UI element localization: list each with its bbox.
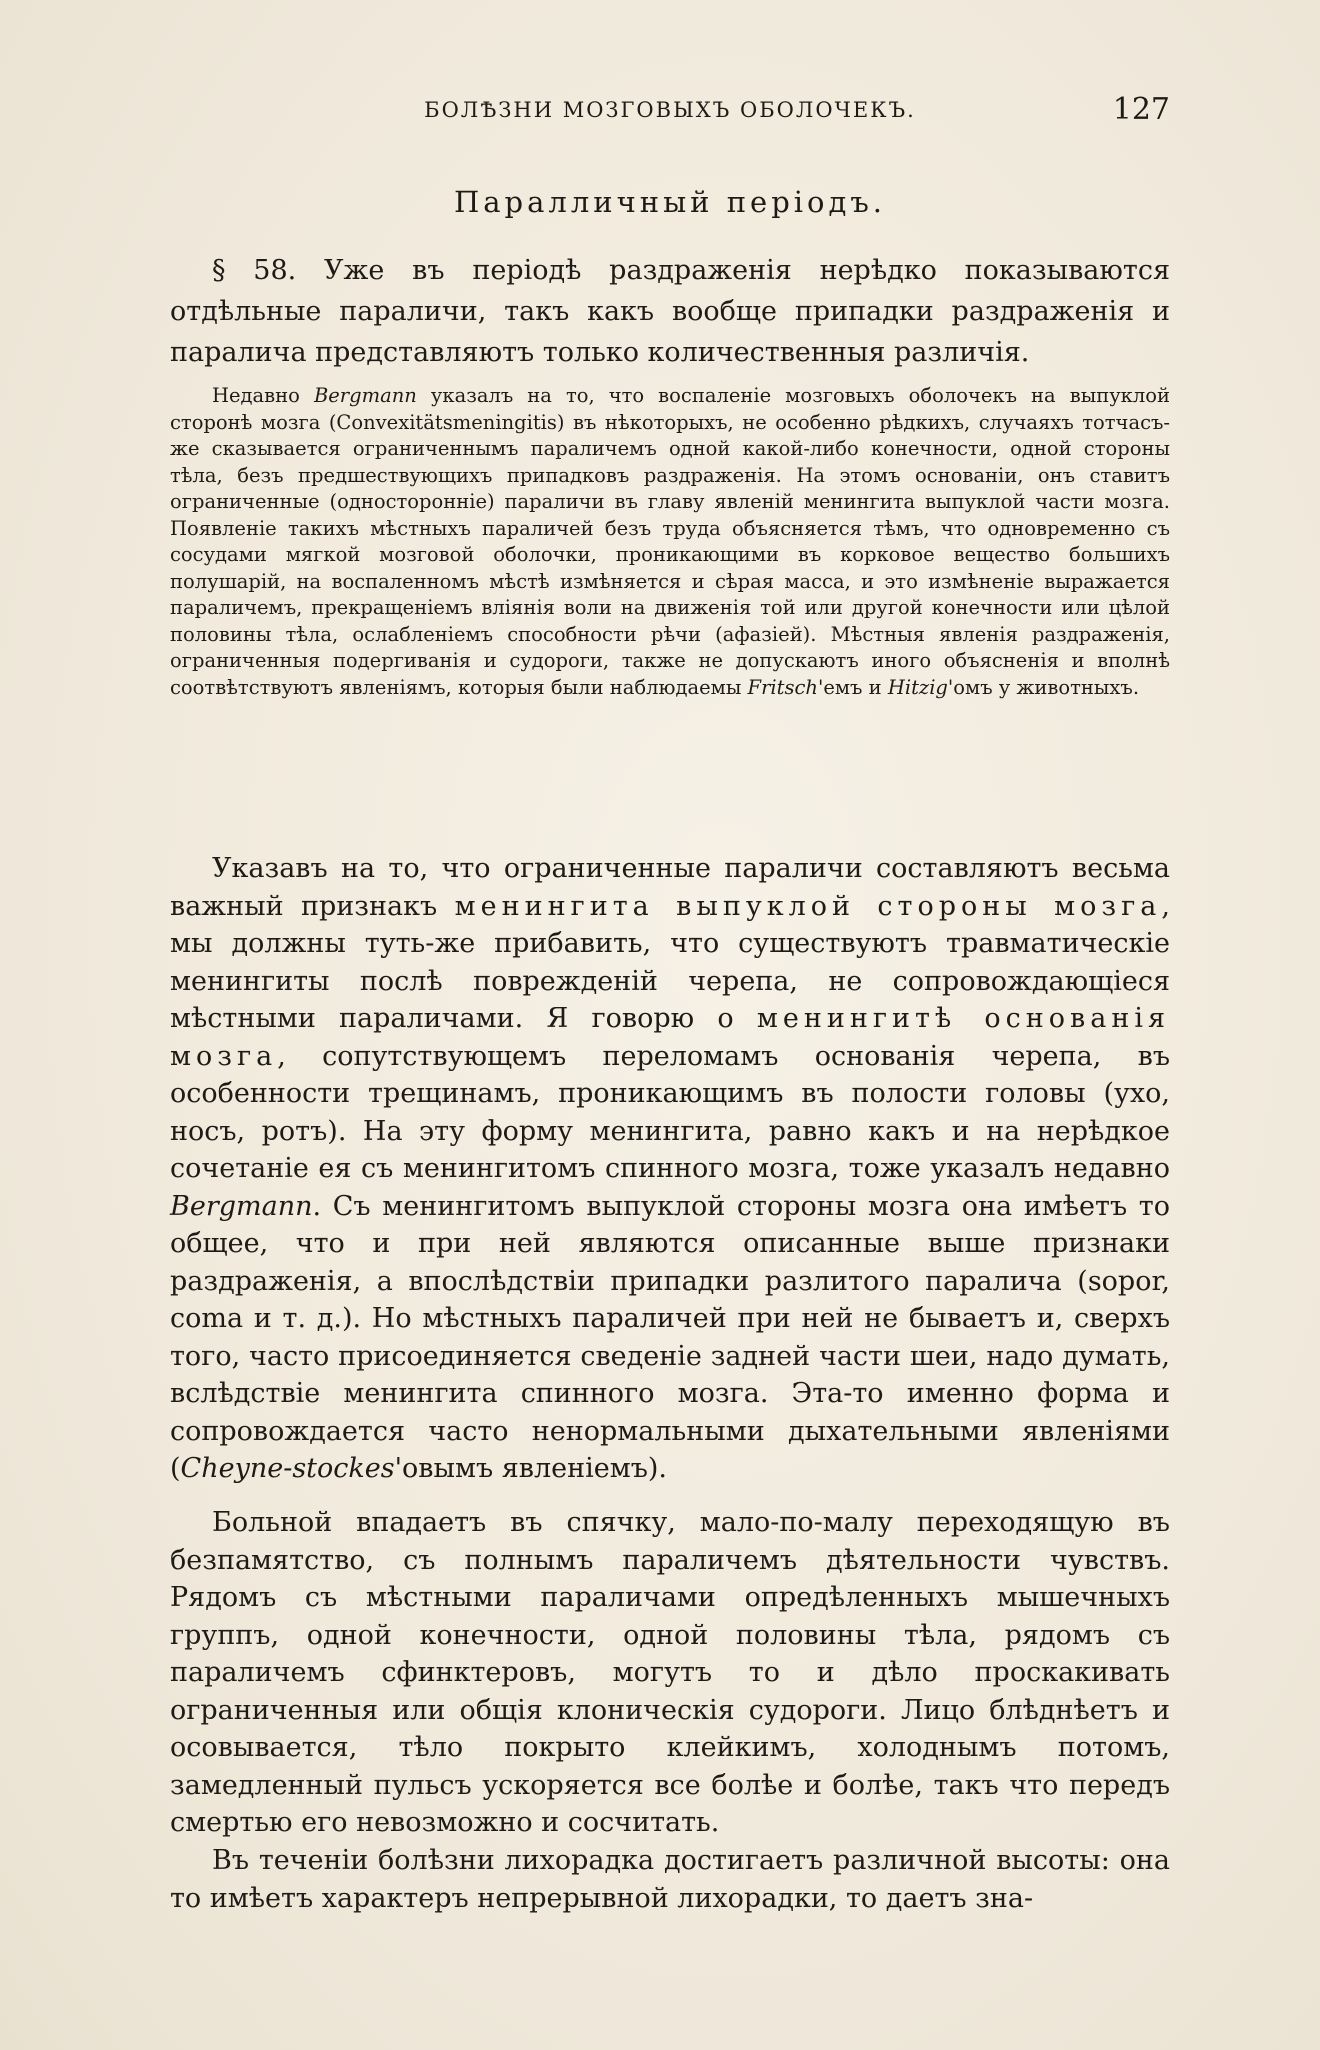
text-run: , сопутствующемъ переломамъ основанія черепа, въ особенности трещинамъ, проникающимъ въ полости головы (ухо, носъ, ротъ). На эту форму менингита, равно какъ и на нерѣдкое сочетаніе ея съ менингитомъ спинного мозга, тоже указалъ недавно — [170, 1040, 1170, 1184]
text-run: 'омъ у животныхъ. — [947, 675, 1140, 699]
author-name: Hitzig — [887, 675, 948, 699]
section-title: Паралличный періодъ. — [453, 185, 887, 219]
emphasis-term: менингитѣ основанія мозга — [170, 1003, 1171, 1072]
text-run: Недавно — [212, 384, 314, 407]
lead-paragraph: § 58. Уже въ періодѣ раздраженія нерѣдко показываются отдѣльные параличи, такъ какъ вообще припадки раздраженія и паралича представляютъ только количественныя различія. — [170, 255, 1170, 368]
body-paragraph-1 — [170, 850, 1170, 1488]
body-paragraph-2: Больной впадаетъ въ спячку, мало-по-малу переходящую въ безпамятство, съ полнымъ параличемъ дѣятельности чувствъ. Рядомъ съ мѣстными параличами опредѣленныхъ мышечныхъ группъ, одной конечности, одной половины тѣла, рядомъ съ параличемъ сфинктеровъ, могутъ то и дѣло проскакивать ограниченныя или общія клоническія судороги. Лицо блѣднѣетъ и осовывается, тѣло покрыто клейкимъ, холоднымъ потомъ, замедленный пульсъ ускоряется все болѣе и болѣе, такъ что передъ смертью его невозможно и сосчитать. — [170, 1507, 1170, 1838]
text-run: указалъ на то, что воспаленіе мозговыхъ оболочекъ на выпуклой сторонѣ мозга (Convexitätsmeningitis) въ нѣкоторыхъ, не особенно рѣдкихъ, случаяхъ тотчасъ-же сказывается ограниченнымъ параличемъ одной какой-либо конечности, одной стороны тѣла, безъ предшествующихъ припадковъ раздраженія. На этомъ основаніи, онъ ставитъ ограниченные (односторонніе) параличи въ главу явленій менингита выпуклой части мозга. Появленіе такихъ мѣстныхъ параличей безъ труда объясняется тѣмъ, что одновременно съ сосудами мягкой мозговой оболочки, проникающими въ корковое вещество большихъ полушарій, на воспаленномъ мѣстѣ измѣняется и сѣрая масса, и это измѣненіе выражается параличемъ, прекращеніемъ вліянія воли на движенія той или другой конечности или цѣлой половины тѣла, ослабленіемъ способности рѣчи (афазіей). Мѣстныя явленія раздраженія, ограниченныя подергиванія и судороги, также не допускаютъ иного объясненія и вполнѣ соотвѣтствуютъ явленіямъ, которыя были наблюдаемы — [170, 384, 1170, 699]
text-run: 'овымъ явленіемъ). — [394, 1453, 668, 1484]
small-print-paragraph — [170, 383, 1170, 701]
text-run: . Съ менингитомъ выпуклой стороны мозга она имѣетъ то общее, что и при ней являются описанные выше признаки раздраженія, а впослѣдствіи припадки разлитого паралича (sopor, coma и т. д.). Но мѣстныхъ параличей при ней не бываетъ и, сверхъ того, часто присоединяется сведеніе задней части шеи, надо думать, вслѣдствіе менингита спинного мозга. Эта-то именно форма и сопровождается часто ненормальными дыхательными явленіями ( — [170, 1190, 1170, 1484]
page-header — [170, 92, 1170, 132]
text-run: Указавъ на то, что ограниченные параличи составляютъ весьма важный признакъ — [170, 853, 1170, 922]
author-name: Cheyne-stockes — [180, 1453, 395, 1484]
author-name: Fritsch — [747, 675, 818, 699]
running-title: БОЛѢЗНИ МОЗГОВЫХЪ ОБОЛОЧЕКЪ. — [424, 98, 916, 122]
text-run: 'емъ и — [817, 675, 888, 699]
body-paragraph-3: Въ теченіи болѣзни лихорадка достигаетъ различной высоты: она то имѣетъ характеръ непрерывной лихорадки, то даетъ зна- — [170, 1845, 1170, 1914]
author-name: Bergmann — [170, 1190, 313, 1222]
author-name: Bergmann — [313, 384, 417, 407]
page-number: 127 — [1112, 92, 1170, 127]
text-run: , мы должны туть-же прибавить, что существуютъ травматическіе менингиты послѣ поврежденій черепа, не сопровождающіеся мѣстными параличами. Я говорю о — [170, 890, 1170, 1034]
emphasis-term: менингита выпуклой стороны мозга — [454, 890, 1162, 922]
